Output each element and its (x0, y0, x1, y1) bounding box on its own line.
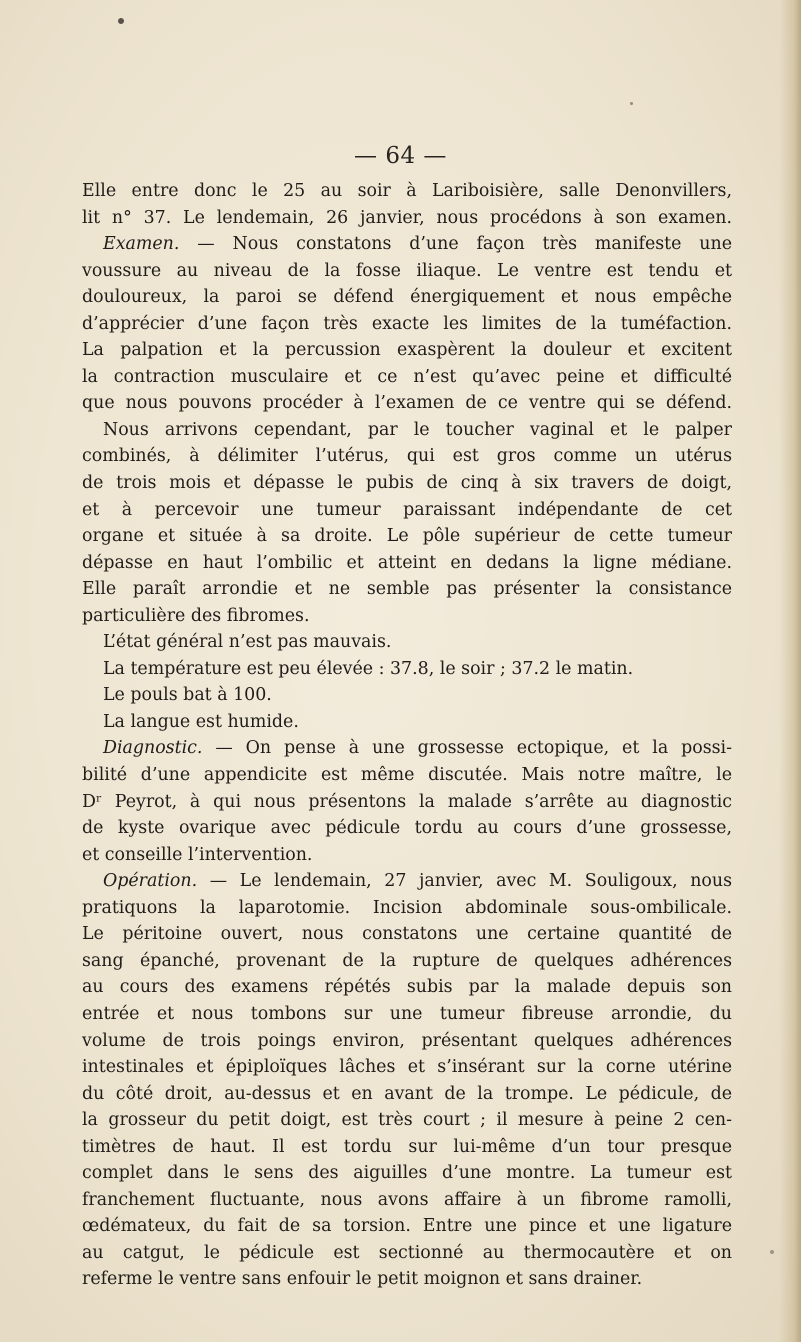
text-line: intestinales et épiploïques lâches et s’insérant sur la corne utérine (82, 1057, 732, 1078)
text-line: la contraction musculaire et ce n’est qu’avec peine et difficulté (82, 366, 732, 387)
text-line: d’apprécier d’une façon très exacte les limites de la tuméfaction. (82, 313, 732, 334)
text-line: la grosseur du petit doigt, est très court ; il mesure à peine 2 cen- (82, 1110, 732, 1131)
text-line: voussure au niveau de la fosse iliaque. Le ventre est tendu et (82, 260, 732, 281)
text-line: organe et située à sa droite. Le pôle supérieur de cette tumeur (82, 526, 732, 547)
text-line: œdémateux, du fait de sa torsion. Entre une pince et une ligature (82, 1216, 732, 1237)
text-line: dépasse en haut l’ombilic et atteint en dedans la ligne médiane. (82, 552, 732, 573)
section-label-operation: Opération. (103, 871, 198, 892)
text-line: douloureux, la paroi se défend énergiquement et nous empêche (82, 287, 732, 308)
ink-speck (118, 18, 124, 24)
text-line: referme le ventre sans enfouir le petit moignon et sans drainer. (82, 1269, 643, 1290)
text-line: complet dans le sens des aiguilles d’une montre. La tumeur est (82, 1163, 732, 1184)
text-line-rest: — Nous constatons d’une façon très manifeste une (179, 234, 732, 255)
text-line: La température est peu élevée : 37.8, le soir ; 37.2 le matin. (103, 658, 634, 679)
text-line: et à percevoir une tumeur paraissant indépendante de cet (82, 499, 732, 520)
text-line-rest: — On pense à une grossesse ectopique, et la possi- (202, 738, 732, 759)
text-line: au cours des examens répétés subis par la malade depuis son (82, 977, 732, 998)
page-edge-shadow (779, 0, 801, 1342)
text-line: au catgut, le pédicule est sectionné au thermocautère et on (82, 1242, 732, 1263)
text-line: du côté droit, au-dessus et en avant de la trompe. Le pédicule, de (82, 1083, 732, 1104)
text-line: de kyste ovarique avec pédicule tordu au cours d’une grossesse, (82, 818, 732, 839)
ink-speck (770, 1250, 774, 1254)
text-line: combinés, à délimiter l’utérus, qui est gros comme un utérus (82, 446, 732, 467)
text-line: franchement fluctuante, nous avons affaire à un fibrome ramolli, (82, 1189, 732, 1210)
section-label-diagnostic: Diagnostic. (103, 738, 203, 759)
text-line: entrée et nous tombons sur une tumeur fibreuse arrondie, du (82, 1003, 732, 1024)
text-line: L’état général n’est pas mauvais. (103, 632, 392, 653)
text-line: Le pouls bat à 100. (103, 685, 272, 706)
text-line (82, 868, 732, 895)
text-line: lit n° 37. Le lendemain, 26 janvier, nous procédons à son examen. (82, 207, 732, 228)
text-line: Le péritoine ouvert, nous constatons une certaine quantité de (82, 924, 732, 945)
text-line: volume de trois poings environ, présentant quelques adhérences (82, 1030, 732, 1051)
text-line (82, 231, 732, 258)
text-line: que nous pouvons procéder à l’examen de ce ventre qui se défend. (82, 393, 732, 414)
section-label-examen: Examen. (103, 234, 180, 255)
body-text (82, 178, 732, 1293)
text-line: La langue est humide. (103, 711, 299, 732)
text-line: Nous arrivons cependant, par le toucher vaginal et le palper (103, 419, 732, 440)
text-line: et conseille l’intervention. (82, 844, 313, 865)
page-number: — 64 — (354, 143, 447, 169)
text-line: Elle entre donc le 25 au soir à Lariboisière, salle Denonvillers, (82, 181, 732, 201)
text-line: Dʳ Peyrot, à qui nous présentons la malade s’arrête au diagnostic (82, 791, 732, 812)
text-line: timètres de haut. Il est tordu sur lui-même d’un tour presque (82, 1136, 732, 1157)
text-line: Elle paraît arrondie et ne semble pas présenter la consistance (82, 579, 732, 600)
text-line: pratiquons la laparotomie. Incision abdominale sous-ombilicale. (82, 897, 732, 918)
text-line: de trois mois et dépasse le pubis de cinq à six travers de doigt, (82, 473, 732, 494)
text-line (82, 735, 732, 762)
text-line: bilité d’une appendicite est même discutée. Mais notre maître, le (82, 765, 732, 786)
ink-speck (630, 102, 633, 105)
text-line: La palpation et la percussion exaspèrent la douleur et excitent (82, 340, 732, 361)
text-line-rest: — Le lendemain, 27 janvier, avec M. Souligoux, nous (197, 871, 732, 892)
text-line: sang épanché, provenant de la rupture de quelques adhérences (82, 950, 732, 971)
text-line: particulière des fibromes. (82, 605, 310, 626)
